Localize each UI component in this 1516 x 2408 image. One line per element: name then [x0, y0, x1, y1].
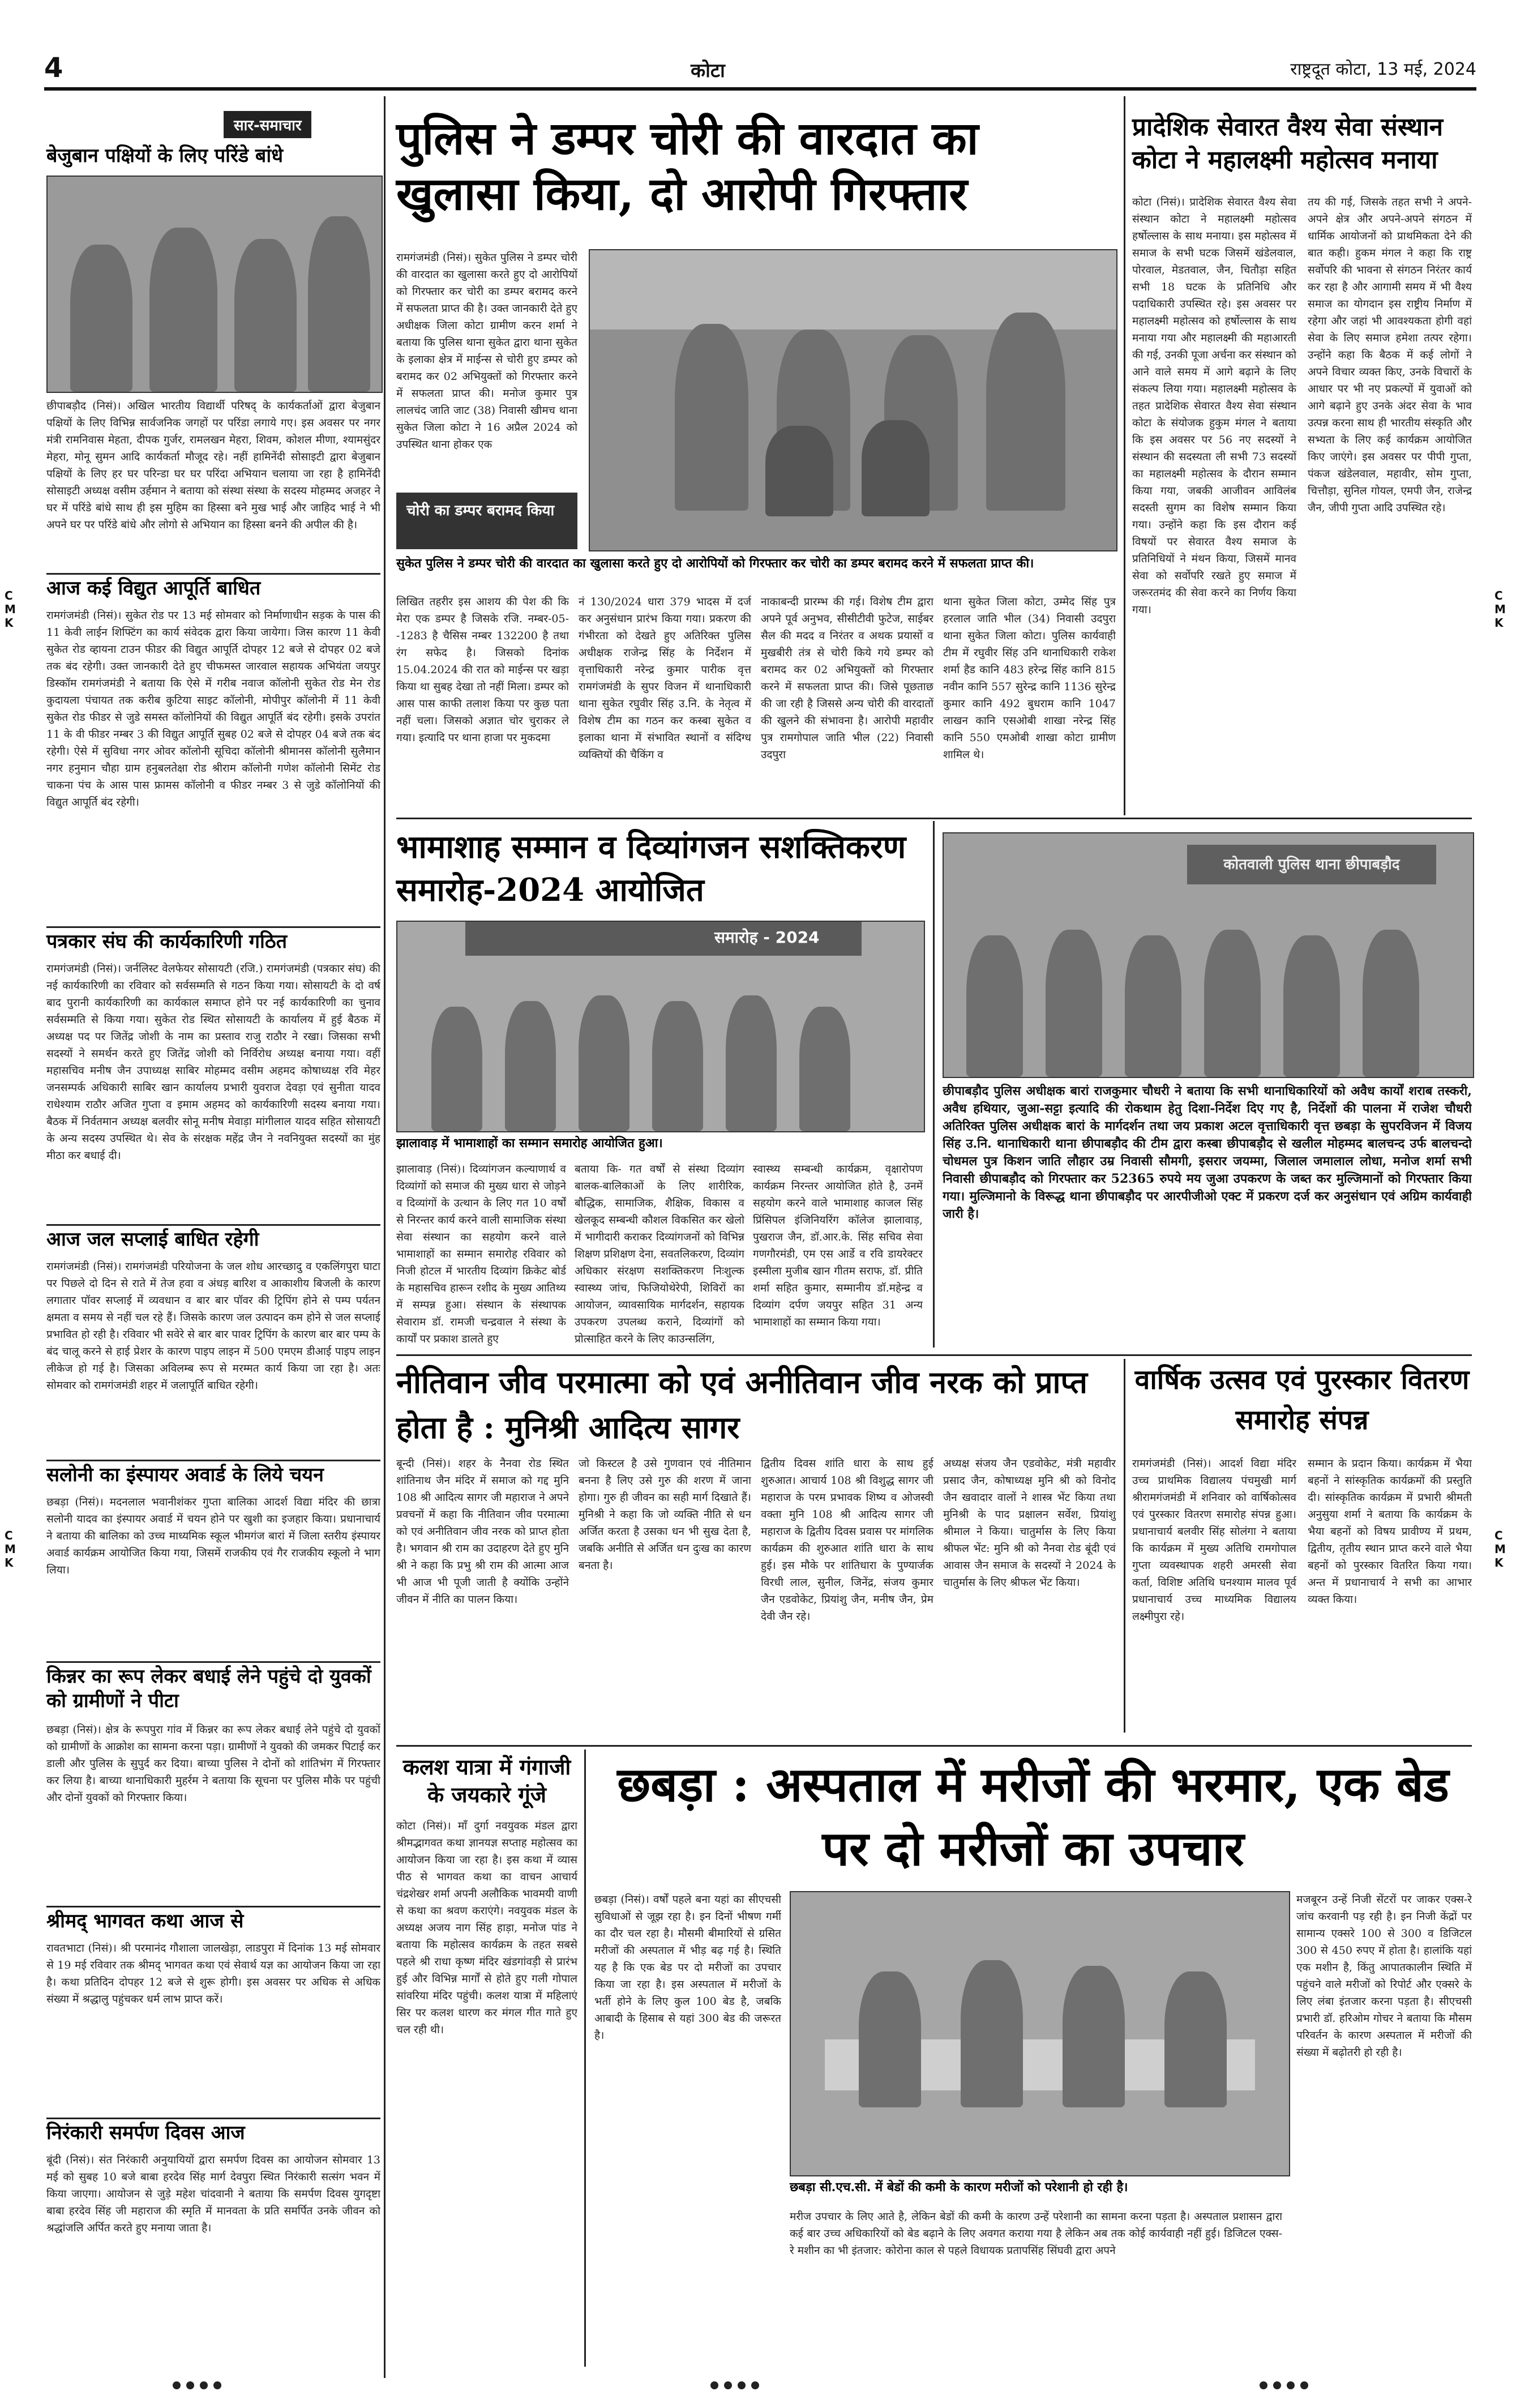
- hospital-headline: छबड़ा : अस्पताल में मरीजों की भरमार, एक बेड पर दो मरीजों का उपचार: [617, 1756, 1449, 1876]
- hospital-column: मजबूरन उन्हें निजी सेंटरों पर जाकर एक्स-रे जांच करवानी पड़ रही है। इन निजी केंद्रों पर सामान्य एक्सरे 100 से 300 व डिजिटल 300 से 450 रुपए में होता है। हालांकि यहां एक मशीन है, किंतु आपातकालीन स्थिति में पहुंचने वाले मरीजों को रिपोर्ट और एक्सरे के लिए लंबा इंतजार करना पड़ता है। सीएचसी प्रभारी डॉ. हरिओम गोचर ने बताया कि मौसम परिवर्तन के कारण अस्पताल में मरीजों की संख्या में बढ़ोतरी हो रही है।: [1296, 1893, 1472, 2059]
- story-divider: [46, 2118, 380, 2119]
- kalash-headline: कलश यात्रा में गंगाजी के जयकारे गूंजे: [402, 1754, 571, 1808]
- registration-mark: C M K: [1494, 589, 1507, 630]
- registration-dots: [708, 2381, 762, 2392]
- hospital-photo: [790, 1891, 1290, 2176]
- bhamashah-headline: भामाशाह सम्मान व दिव्यांगजन सशक्तिकरण समारोह-2024 आयोजित: [396, 828, 906, 909]
- munishri-column: बून्दी (निसं)। शहर के नैनवा रोड स्थित शांतिनाथ जैन मंदिर में समाज को गद्द मुनि 108 श्री आदित्य सागर जी महाराज ने अपने प्रवचनों में कहा कि नीतिवान जीव परमात्मा को एवं अनीतिवान जीव नरक को प्राप्त होता है। भगवान श्री राम का उदाहरण देते हुए मुनि श्री ने कहा कि प्रभु श्री राम की आत्मा आज भी आज भी पूजी जाती है क्योंकि उन्होंने जीवन में नीति का पालन किया।: [396, 1457, 569, 1606]
- story-headline: निरंकारी समर्पण दिवस आज: [46, 2122, 245, 2144]
- column-divider: [933, 821, 935, 1348]
- column-divider: [384, 96, 386, 2378]
- story-body: रामगंजमंडी (निसं)। रामगंजमंडी परियोजना के जल शोध आरच्छादु व एकलिंगपुरा घाटा पर पिछले दो दिन से राते में तेज हवा व अंधड़ बारिश व आकाशीय बिजली के कारण लगातार पॉवर सप्लाई में व्यवधान व बार बार पॉवर की ट्रिपिंग होने से पम्प पर्यतन क्षमता व समय से नहीं चल रहे हैं। जिसके कारण जल उत्पादन कम होने से जल सप्लाई प्रभावित हो रही है। रविवार भी सवेरे से बार बार पावर ट्रिपिंग के कारण बार बार पम्प के बंद चालू करने से हाई प्रेशर के कारण पाइप लाइन में 500 एमएम डीआई पाइप लाइन लीकेज हो गई है। जिसका अविलम्ब रूप से मरम्मत कार्य किया जा रहा है। अतः सोमवार को रामगंजमंडी शहर में जलापूर्ति बाधित रहेगी।: [46, 1260, 380, 1392]
- munishri-column: जो किस्टल है उसे गुणवान एवं नीतिमान बनना है लिए उसे गुरु की शरण में जाना होगा। गुरु ही जीवन का सही मार्ग दिखाते हैं। मुनिश्री ने कहा कि जो व्यक्ति नीति से धन अर्जित करता है उसका धन भी सुख देता है, जबकि अनीति से अर्जित धन दुःख का कारण बनता है।: [579, 1457, 751, 1572]
- story-divider: [46, 573, 380, 575]
- column-divider: [584, 1750, 586, 2367]
- story-headline: पत्रकार संघ की कार्यकारिणी गठित: [46, 930, 287, 953]
- varshik-column: रामगंजमंडी (निसं)। आदर्श विद्या मंदिर उच्च प्राथमिक विद्यालय पंचमुखी मार्ग श्रीरामगंजमंडी में शनिवार को वार्षिकोत्सव एवं पुरस्कार वितरण समारोह संपन्न हुआ। प्रधानाचार्य बलवीर सिंह सोलंगा ने बताया कि कार्यक्रम में मुख्य अतिथि रामगोपाल गुप्ता व्यवस्थापक शहरी अमरसी सेवा कर्ता, विशिष्ट अतिथि घनश्याम मालव पूर्व प्रधानाचार्य उच्च माध्यमिक विद्यालय लक्ष्मीपुरा रहे।: [1132, 1457, 1296, 1623]
- bhamashah-photo: [396, 921, 925, 1132]
- story-body: बूंदी (निसं)। संत निरंकारी अनुयायियों द्वारा समर्पण दिवस का आयोजन सोमवार 13 मई को सुबह 10 बजे बाबा हरदेव सिंह मार्ग देवपुरा स्थित निरंकारी सत्संग भवन में किया जाएगा। आयोजन से जुड़े महेश चांदवानी ने बताया कि समर्पण दिवस युगदृष्टा बाबा हरदेव सिंह जी महाराज की स्मृति में मानवता के प्रति समर्पित उनके जीवन को श्रद्धांजलि अर्पित करते हुए मनाया जाता है।: [46, 2154, 380, 2234]
- munishri-headline: नीतिवान जीव परमात्मा को एवं अनीतिवान जीव नरक को प्राप्त होता है : मुनिश्री आदित्य सागर: [396, 1364, 1087, 1445]
- hospital-column: मरीज उपचार के लिए आते है, लेकिन बेडों की कमी के कारण उन्हें परेशानी का सामना करना पड़ता है। अस्पताल प्रशासन द्वारा कई बार उच्च अधिकारियों को बेड बढ़ाने के लिए अवगत कराया गया है लेकिन अब तक कोई कार्यवाही नहीं हुई। डिजिटल एक्स-रे मशीन का भी इंतजार: कोरोना काल से पहले विधायक प्रतापसिंह सिंघवी द्वारा अपने: [790, 2210, 1282, 2257]
- chhipabarod-caption: छीपाबड़ौद पुलिस अधीक्षक बारां राजकुमार चौधरी ने बताया कि सभी थानाधिकारियों को अवैध कार्यों शराब तस्करी, अवैध हथियार, जुआ-सट्टा इत्यादि की रोकथाम हेतु दिशा-निर्देश दिए गए है, निर्देशों की पालना में राजेश चौधरी अतिरिक्त पुलिस अधीक्षक बारां के मार्गदर्शन तथा जय प्रकाश अटल वृत्ताधिकारी वृत्त छबड़ा के सुपरविजन में विजय सिंह उ.नि. थानाधिकारी थाना छीपाबड़ौद की टीम द्वारा कस्बा छीपाबड़ौद से खलील मोहम्मद बालचन्द उर्फ बालचन्दो चोधमल पुत्र किशन जाति लौहार उम्र निवासी सौमगी, इसरार जयम्मा, जिलाल जमालाल लोधा, मनोज शर्मा सभी निवासी छीपाबड़ौद को गिरफ्तार कर 52365 रुपये मय जुआ उपकरण के जब्त कर मुल्जिमानों को गिरफ्तार किया गया। मुल्जिमानो के विरूद्ध थाना छीपाबड़ौद पर आरपीजीओ एक्ट में प्रकरण दर्ज कर अनुसंधान एवं अग्रिम कार्यवाही जारी है।: [943, 1084, 1472, 1221]
- story-body: रामगंजमंडी (निसं)। जर्नलिस्ट वेलफेयर सोसायटी (रजि.) रामगंजमंडी (पत्रकार संघ) की नई कार्यकारिणी का रविवार को सर्वसम्मति से गठन किया गया। सोसायटी के दो वर्ष बाद पुरानी कार्यकारिणी का कार्यकाल समाप्त होने पर नई कार्यकारिणी का चुनाव सर्वसम्मति से किया गया। सुकेत रोड स्थित सोसायटी के कार्यालय में हुई बैठक में अध्यक्ष पद पर जितेंद्र जोशी के नाम का प्रस्ताव राजु राठौर ने रखा। जिसका सभी सदस्यों ने समर्थन करते हुए जितेंद्र जोशी को निर्विरोध अध्यक्ष बनाया गया। वहीं महासचिव मनीष जैन उपाध्यक्ष साबिर मोहम्मद वसीम अहमद कोषाध्यक्ष रवि मेहर जनसम्पर्क अधिकारी साबिर खान कार्यालय प्रभारी युवराज देवड़ा एवं सुनीता यादव राधेश्याम राठौर अजित गुप्ता व इमाम अहमद को कार्यकारिणी सदस्य बनाया गया। बैठक में निर्वतमान अध्यक्ष बलवीर सोनू मनीष मेवाड़ा मांगीलाल यादव सहित सोसायटी के अन्य सदस्य उपस्थित थे। सेव के संरक्षक महेंद्र जैन ने नवनियुक्त सदस्यों का मुंह मीठा कर बधाई दी।: [46, 963, 380, 1162]
- mahalakshmi-column: कोटा (निसं)। प्रादेशिक सेवारत वैश्य सेवा संस्थान कोटा ने महालक्ष्मी महोत्सव हर्षोल्लास के साथ मनाया। इस महोत्सव में समाज के सभी घटक जिसमें खंडेलवाल, पोरवाल, मेडतवाल, जैन, चितौड़ा सहित सभी 18 घटक के प्रतिनिधि और पदाधिकारी उपस्थित रहे। इस अवसर पर महालक्ष्मी महोत्सव को हर्षोल्लास के साथ मनाया गया और महालक्ष्मी की महाआरती की गई, उनकी पूजा अर्चना कर संस्थान को आने वाले समय में आगे बढ़ाने के लिए संकल्प लिया गया। महालक्ष्मी महोत्सव के तहत प्रादेशिक सेवारत वैश्य सेवा संस्थान कोटा के संयोजक हुकुम मंगल ने बताया कि इस अवसर पर 56 नए सदस्यों ने संस्थान की सदस्यता ली सभी 73 सदस्यों का महालक्ष्मी महोत्सव के दौरान सम्मान किया गया, जबकी आजीवन आविलंब सदस्ती सुगम का विशेष सम्मान किया गया। उन्होंने कहा कि इस दौरान कई विषयों पर सेवारत वैश्य समाज के प्रतिनिधियों ने मंथन किया, जिसमें मानव सेवा को सर्वोपरि रखते हुए समाज में जरूरतमंद की सेवा करने का निर्णय किया गया।: [1132, 196, 1296, 616]
- page-header: [44, 52, 1476, 91]
- police-caption: सुकेत पुलिस ने डम्पर चोरी की वारदात का खुलासा करते हुए दो आरोपियों को गिरफ्तार कर चोरी का डम्पर बरामद करने में सफलता प्राप्त की।: [396, 556, 1034, 571]
- munishri-column: द्वितीय दिवस शांति धारा के साथ हुई शुरुआत। आचार्य 108 श्री विशुद्ध सागर जी महाराज के परम प्रभावक शिष्य व ओजस्वी वक्ता मुनि 108 श्री आदित्य सागर जी महाराज के द्वितीय दिवस प्रवास पर मांगलिक कार्यक्रम की शुरुआत शांति धारा के साथ हुई। इस मौके पर शांतिधारा के पुण्यार्जक विरधी लाल, सुनील, जिनेंद्र, संजय कुमार जैन एडवोकेट, प्रियांशु जैन, मनीष जैन, प्रेम देवी जैन रहे।: [761, 1457, 933, 1623]
- story-divider: [46, 1224, 380, 1226]
- mahalakshmi-headline: प्रादेशिक सेवारत वैश्य सेवा संस्थान कोटा ने महालक्ष्मी महोत्सव मनाया: [1132, 113, 1444, 175]
- column-divider: [1124, 1359, 1125, 1733]
- registration-mark: C M K: [5, 589, 17, 630]
- varshik-headline: वार्षिक उत्सव एवं पुरस्कार वितरण समारोह संपन्न: [1134, 1364, 1470, 1436]
- section-divider: [396, 818, 1472, 819]
- varshik-column: सम्मान के प्रदान किया। कार्यक्रम में भैया बहनों ने सांस्कृतिक कार्यक्रमों की प्रस्तुति दी। सांस्कृतिक कार्यक्रम में प्रभारी श्रीमती अनुसुया शर्मा ने बताया कि कार्यक्रम के भैया बहनों को विषय प्रावीण्य में प्रथम, द्वितीय, तृतीय स्थान प्राप्त करने वाले भैया बहनों को पुरस्कार वितरित किया गया। अन्त में प्रधानाचार्य ने सभी का आभार व्यक्त किया।: [1308, 1457, 1472, 1606]
- police-body: रामगंजमंडी (निसं)। सुकेत पुलिस ने डम्पर चोरी की वारदात का खुलासा करते हुए दो आरोपियों को गिरफ्तार कर चोरी का डम्पर बरामद करने में सफलता प्राप्त की है। उक्त जानकारी देते हुए अधीक्षक जिला कोटा ग्रामीण करन शर्मा ने बताया कि पुलिस थाना सुकेत द्वारा थाना सुकेत के इलाका क्षेत्र में माईन्स से चोरी हुए डम्पर को बरामद कर 02 अभियुक्तों को गिरफ्तार करने में सफलता प्राप्त की। मनोज कुमार पुत्र लालचंद जाति जाट (38) निवासी खीमच थाना सुकेत जिला कोटा ने 16 अप्रैल 2024 को उपस्थित थाना होकर एक: [396, 251, 577, 451]
- column-divider: [1124, 96, 1125, 815]
- story-headline: आज जल सप्लाई बाधित रहेगी: [46, 1228, 259, 1251]
- story-body: छबड़ा (निसं)। क्षेत्र के रूपपुरा गांव में किन्नर का रूप लेकर बधाई लेने पहुंचे दो युवकों को ग्रामीणों के आक्रोश का सामना करना पड़ा। ग्रामीणों ने युवको की जमकर पिटाई कर डाली और पुलिस के सुपुर्द कर दिया। बाच्या पुलिस ने दोनों को शांतिभंग में गिरफ्तार कर लिया है। बाच्या थानाधिकारी मुहर्रम ने बताया कि सूचना पर पुलिस मौके पर पहुंची और दोनों युवकों को गिरफ्तार किया।: [46, 1723, 380, 1804]
- story-headline: सलोनी का इंस्पायर अवार्ड के लिये चयन: [46, 1464, 324, 1486]
- section-tag: सार-समाचार: [224, 111, 311, 138]
- bhamashah-caption: झालावाड़ में भामाशाहों का सम्मान समारोह आयोजित हुआ।: [396, 1136, 663, 1150]
- bhamashah-column: स्वास्थ्य सम्बन्धी कार्यक्रम, वृक्षारोपण कार्यक्रम निरन्तर आयोजित होते है, उनमें सहयोग करने वाले भामाशाह काजल सिंह प्रिंसिपल इंजिनियरिंग कॉलेज झालावाड़, पुखराज जैन, डॉ.आर.के. सिंह सचिव सेवा गणगौरमंडी, एम एस आर्डे व रवि डायरेक्टर इस्मीला मुजीब खान गीतम सराफ, डॉ. प्रीति शर्मा सहित कुमार, सम्मानीय डॉ.महेन्द्र व दिव्यांग दर्पण जयपुर सहित 31 अन्य भामाशाहों का सम्मान किया गया।: [753, 1163, 923, 1328]
- section-divider: [396, 1354, 1472, 1356]
- story-divider: [46, 1460, 380, 1461]
- story-headline: किन्नर का रूप लेकर बधाई लेने पहुंचे दो युवकों को ग्रामीणों ने पीटा: [46, 1665, 371, 1712]
- police-callout: चोरी का डम्पर बरामद किया: [396, 493, 577, 549]
- story-divider: [46, 1906, 380, 1907]
- kalash-body: कोटा (निसं)। माँ दुर्गा नवयुवक मंडल द्वारा श्रीमद्भागवत कथा ज्ञानयज्ञ सप्ताह महोत्सव का आयोजन किया जा रहा है। इस कथा में व्यास पीठ से भागवत कथा का वाचन आचार्य चंद्रशेखर शर्मा अपनी अलौकिक भावमयी वाणी से कथा का श्रवण कराएंगे। नवयुवक मंडल के अध्यक्ष अजय नाग सिंह हाड़ा, मनोज पांड ने बताया कि महोत्सव कार्यक्रम के तहत सबसे पहले श्री राधा कृष्ण मंदिर खंडगांवड़ी से प्रारंभ हुई और विभिन्न मार्गों से होते हुए गली गोपाल सांवरिया मंदिर पहुंची। कलश यात्रा में महिलाएं सिर पर कलश धारण कर मंगल गीत गाते हुए चल रही थी।: [396, 1820, 577, 2036]
- birds-photo: [46, 176, 383, 393]
- story-body: छीपाबड़ौद (निसं)। अखिल भारतीय विद्यार्थी परिषद् के कार्यकर्ताओं द्वारा बेजुबान पक्षियों के लिए विभिन्न सार्वजनिक जगहों पर परिंडा लगाये गए। इस अवसर पर नगर मंत्री रामनिवास मेहता, दीपक गुर्जर, रामलखन मेहरा, शिवम, कोशल मीणा, श्यामसुंदर मेहरा, मोनू सुमन आदि कार्यकर्ता मौजूद रहे। नहीं हामिनेंदी सोसाइटी द्वारा बेजुबान पक्षियों के लिए हर घर परिन्डा घर घर परिंदा अभियान चलाया जा रहा है हामिनेंदी सोसाइटी अध्यक्ष वसीम उर्हमान ने बताया को संस्था संस्था के सदस्य मोहम्मद अजहर ने घर में परिंडे बांधे साथ ही इस मुहिम का हिस्सा बने मुख भाई और जाहिद भाई ने भी अपने घर पर परिंडे बांधे और लोगो से अभियान का हिस्सा बनने की अपील की है।: [46, 400, 380, 531]
- police-column: थाना सुकेत जिला कोटा, उम्मेद सिंह पुत्र हरलाल जाति भील (34) निवासी उदपुरा थाना सुकेत जिला कोटा। पुलिस कार्यवाही टीम में रघुवीर सिंह उनि थानाधिकारी राकेश शर्मा हैड कानि 483 हरेन्द्र सिंह कानि 815 नवीन कानि 557 सुरेन्द्र कानि 1136 सुरेन्द्र कुमार कानि 492 बुधराम कानि 1047 लाखन कानि एसओबी शाखा नरेन्द्र सिंह कानि 550 एमओबी शाखा कोटा ग्रामीण शामिल थे।: [943, 596, 1116, 761]
- story-divider: [46, 1661, 380, 1663]
- story-body: रामगंजमंडी (निसं)। सुकेत रोड पर 13 मई सोमवार को निर्माणाधीन सड़क के पास की 11 केवी लाईन शिफ्टिंग का कार्य संवेदक द्वारा किया जायेगा। जिस कारण 11 केवी सुकेत रोड व्हायना टाउन फीडर की विद्युत आपूर्ति दोपहर 12 बजे से दोपहर 02 बजे तक बंद रहेगी। उक्त जानकारी देते हुए चीफमस्त जारवाल सहायक अभियंता जयपुर डिस्कॉम रामगंजमंडी ने बताया कि ऐसे में गरीब नवाज कॉलोनी सुकेत रोड मेन रोड कुदायला पंचायत तक करीब कुटिया साइट कॉलोनी, मोपीपुर कॉलोनी में 11 केवी सुकेत रोड फीडर से जुडे समस्त कॉलोनियों की विद्युत आपूर्ति बंद रहेगी। इसके उपरांत 11 के वी फीडर नम्बर 3 की विद्युत आपूर्ति सुबह 02 बजे से दोपहर 04 बजे तक बंद रहेगी। ऐसे में सुविधा नगर ओवर कॉलोनी सूचिदा कॉलोनी श्रीमानस कॉलोनी सुलैमान नगर हनुमान चौहा ग्राम हनुबलतेक्षा रोड श्रीराम कॉलोनी गणेश कॉलोनी सिमेंट रोड चाकना पंच के आस पास फ्रामस कॉलोनी व फीडर नम्बर 3 से जुडे कॉलोनियों की विद्युत आपूर्ति बंद रहेगी।: [46, 609, 380, 809]
- page-number: 4: [44, 52, 63, 84]
- chhipabarod-photo: [943, 832, 1474, 1078]
- police-photo: [589, 249, 1117, 551]
- registration-dots: [170, 2381, 224, 2392]
- registration-mark: C M K: [5, 1529, 17, 1569]
- city-name: कोटा: [691, 59, 725, 82]
- story-body: छबड़ा (निसं)। मदनलाल भवानीशंकर गुप्ता बालिका आदर्श विद्या मंदिर की छात्रा सलोनी यादव का इंस्पायर अवार्ड में चयन होने पर खुशी का इजहार किया। प्रधानाचार्य ने बताया की बालिका को उच्च माध्यमिक स्कूल भीमगंज बारां में जिला स्तरीय इंस्पायर अवार्ड कार्यक्रम आयोजित किया गया, जिसमें राजकीय एवं गैर राजकीय स्कूलो ने भाग लिया।: [46, 1496, 380, 1576]
- mahalakshmi-column: तय की गई, जिसके तहत सभी ने अपने-अपने क्षेत्र और अपने-अपने संगठन में धार्मिक आयोजनों को प्राथमिकता देने की बात कही। हुकम मंगल ने कहा कि राष्ट्र सर्वोपरि की भावना से संगठन निरंतर कार्य कर रहा है और आगामी समय में भी वैश्य समाज का योगदान इस राष्ट्रीय निर्माण में रहेगा और जहां भी आवश्यकता होगी वहां सेवा के लिए समाज हमेशा तत्पर रहेगा। उन्होंने कहा कि बैठक में कई लोगों ने अपने विचार व्यक्त किए, उनके विचारों के आधार पर भी नए प्रकल्पों में युवाओं को आगे बढ़ाने हुए उनके अंदर सेवा के भाव उत्पन्न करना साथ ही भारतीय संस्कृति और सभ्यता के लिए कई कार्यक्रम आयोजित किए जाएंगे। इस अवसर पर पीपी गुप्ता, पंकज खंडेलवाल, महावीर, सोम गुप्ता, चित्तौड़ा, सुनिल गोयल, एमपी जैन, राजेन्द्र जैन, जीपी गुप्ता आदि उपस्थित रहे।: [1308, 196, 1472, 514]
- hospital-caption: छबड़ा सी.एच.सी. में बेडों की कमी के कारण मरीजों को परेशानी हो रही है।: [790, 2180, 1128, 2195]
- police-station-sign: कोतवाली पुलिस थाना छीपाबड़ौद: [1187, 845, 1436, 884]
- story-headline: आज कई विद्युत आपूर्ति बाधित: [46, 577, 261, 600]
- section-divider: [396, 1745, 1472, 1747]
- bhamashah-column: बताया कि- गत वर्षों से संस्था दिव्यांग बालक-बालिकाओं के लिए शारीरिक, बौद्धिक, सामाजिक, शैक्षिक, विकास व खेलकूद सम्बन्धी कौशल विकसित कर खेलो में भागीदारी कराकर दिव्यांगजनों को विभिन्न शिक्षण प्रशिक्षण देना, सवतलिकरण, दिव्यांग अधिकार संरक्षण सशक्तिकरण निःशुल्क स्वास्थ्य जांच, फिजियोथेरेपी, शिविरों का आयोजन, व्यावसायिक मार्गदर्शन, सहायक उपकरण उपलब्ध कराने, दिव्यांगों को प्रोत्साहित करने के लिए काउन्सलिंग,: [575, 1163, 744, 1345]
- story-divider: [46, 926, 380, 928]
- bhamashah-banner-text: समारोह - 2024: [714, 928, 820, 947]
- bhamashah-column: झालावाड़ (निसं)। दिव्यांगजन कल्याणार्थ व दिव्यांगों को समाज की मुख्य धारा से जोड़ने व दिव्यांगों के उत्थान के लिए गत 10 वर्षों से निरन्तर कार्य करने वाली सामाजिक संस्था सेवा संस्थान का सहयोग करने वाले भामाशाहों का सम्मान समारोह रविवार को निजी होटल में भारतीय दिव्यांग क्रिकेट बोर्ड के महासचिव हारून रशीद के मुख्य आतिथ्य में सम्पन्न हुआ। संस्थान के संस्थापक सेवाराम डॉ. रामजी चन्द्रवाल ने संस्था के कार्यों पर प्रकाश डालते हुए: [396, 1163, 566, 1345]
- story-headline: श्रीमद् भागवत कथा आज से: [46, 1910, 244, 1932]
- story-body: रावतभाटा (निसं)। श्री परमानंद गौशाला जालखेड़ा, लाडपुरा में दिनांक 13 मई सोमवार से 19 मई रविवार तक श्रीमद् भागवत कथा एवं सेवार्थ यज्ञ का आयोजन किया जा रहा है। कथा प्रतिदिन दोपहर 12 बजे से शुरू होगी। इस अवसर पर अधिक से अधिक संख्या में श्रद्धालु पहुंचकर धर्म लाभ प्राप्त करें।: [46, 1942, 380, 2005]
- dateline: राष्ट्रदूत कोटा, 13 मई, 2024: [1290, 59, 1476, 79]
- munishri-column: अध्यक्ष संजय जैन एडवोकेट, मंत्री महावीर प्रसाद जैन, कोषाध्यक्ष मुनि श्री को विनोद जैन खवादार वालों ने शास्त्र भेंट किया तथा मुनिश्री के पाद प्रक्षालन सर्वेश, प्रियांशु श्रीमाल ने किया। चातुर्मास के लिए किया श्रीफल भेंट: मुनि श्री को नैनवा रोड बूंदी एवं आवास जैन समाज के सदस्यों ने 2024 के चातुर्मास के लिए श्रीफल भेंट किया।: [943, 1457, 1116, 1589]
- police-column: नं 130/2024 धारा 379 भादस में दर्ज कर अनुसंधान प्रारंभ किया गया। प्रकरण की गंभीरता को देखते हुए अतिरिक्त पुलिस अधीक्षक राजेन्द्र सिंह के निर्देशन में वृत्ताधिकारी नरेन्द्र कुमार पारीक वृत्त रामगंजमंडी के सुपर विजन में थानाधिकारी थाना सुकेत रघुवीर सिंह उ.नि. के नेतृत्व में विशेष टीम का गठन कर कस्बा सुकेत व इलाका थाना में संभावित स्थानों व संदिग्ध व्यक्तियों की चैकिंग व: [579, 596, 751, 761]
- registration-mark: C M K: [1494, 1529, 1507, 1569]
- hospital-column: छबड़ा (निसं)। वर्षों पहले बना यहां का सीएचसी सुविधाओं से जूझ रहा है। इन दिनों भीषण गर्मी का दौर चल रहा है। मौसमी बीमारियों से ग्रसित मरीजों की अस्पताल में भीड़ बढ़ गई है। स्थिति यह है कि एक बेड पर दो मरीजों का उपचार किया जा रहा है। इस अस्पताल में मरीजों के भर्ती होने के लिए कुल 100 बेड है, जबकि आबादी के हिसाब से यहां 300 बेड की जरूरत है।: [594, 1893, 781, 2042]
- registration-dots: [1257, 2381, 1311, 2392]
- police-column: लिखित तहरीर इस आशय की पेश की कि मेरा एक डम्पर है जिसके रजि. नम्बर-05--1283 है चैसिस नम्बर 132200 है तथा रंग सफेद है। जिसको दिनांक 15.04.2024 की रात को माईन्स पर खड़ा किया था सुबह देखा तो नहीं मिला। डम्पर को आस पास काफी तलाश किया पर कुछ पता नहीं चला। जिसको अज्ञात चोर चुराकर ले गया। इत्यादि पर थाना हाजा पर मुकदमा: [396, 596, 569, 744]
- police-headline: पुलिस ने डम्पर चोरी की वारदात का खुलासा किया, दो आरोपी गिरफ्तार: [396, 112, 979, 220]
- police-column: नाकाबन्दी प्रारम्भ की गई। विशेष टीम द्वारा अपने पूर्व अनुभव, सीसीटीवी फुटेज, साईबर सैल की मदद व निरंतर व अथक प्रयासों व मुखबीरी तंत्र से चोरी किये गये डम्पर को बरामद कर 02 अभियुक्तों को गिरफ्तार करने में सफलता प्राप्त की। जिसे पूछताछ की जा रही है जिससे अन्य चोरी की वारदातों की खुलने की संभावना है। आरोपी महावीर पुत्र रामगोपाल जाति भील (22) निवासी उदपुरा: [761, 596, 933, 761]
- story-headline: बेजुबान पक्षियों के लिए परिंडे बांधे: [46, 144, 284, 167]
